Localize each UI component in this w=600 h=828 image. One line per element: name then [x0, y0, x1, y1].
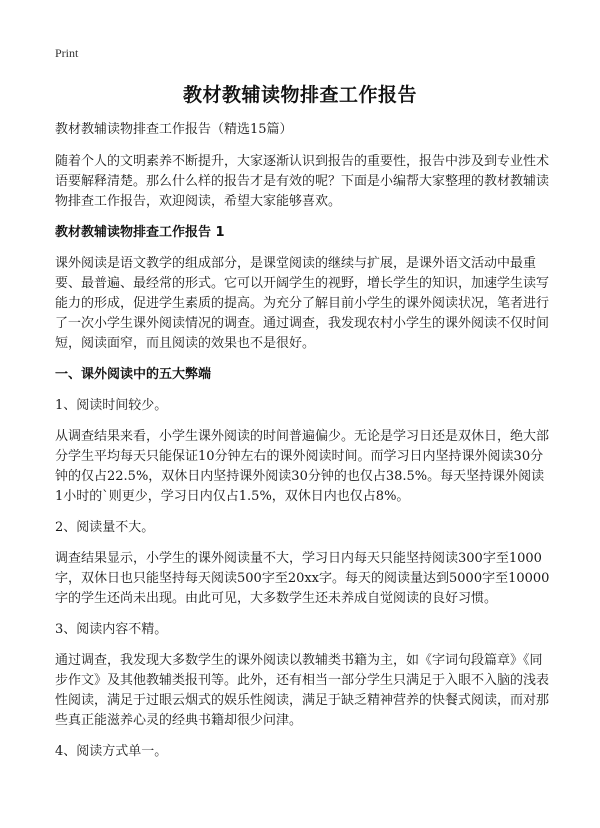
item-1-heading: 1、阅读时间较少。 — [55, 398, 168, 413]
document-body — [55, 120, 551, 773]
page-title: 教材教辅读物排查工作报告 — [182, 84, 417, 106]
item-1-paragraph: 从调查结果来看，小学生课外阅读的时间普遍偏少。无论是学习日还是双休日，绝大部分学生平均每天只能保证10分钟左右的课外阅读时间。而学习日内坚持课外阅读30分钟的仅占22.5%，双休日内坚持课外阅读30分钟的也仅占38.5%。每天坚持课外阅读1小时的`则更少，学习日内仅占1.5%，双休日内也仅占8%。 — [55, 429, 550, 504]
report-1-paragraph: 课外阅读是语文教学的组成部分，是课堂阅读的继续与扩展，是课外语文活动中最重要、最普遍、最经常的形式。它可以开阔学生的视野，增长学生的知识，加速学生读写能力的形成，促进学生素质的提高。为充分了解目前小学生的课外阅读状况，笔者进行了一次小学生课外阅读情况的调查。通过调查，我发现农村小学生的课外阅读不仅时间短，阅读面窄，而且阅读的效果也不是很好。 — [55, 256, 550, 351]
section-1-heading: 一、课外阅读中的五大弊端 — [55, 367, 212, 382]
report-1-heading: 教材教辅读物排查工作报告 1 — [55, 225, 225, 240]
item-4-heading: 4、阅读方式单一。 — [55, 744, 168, 759]
item-3-paragraph: 通过调查，我发现大多数学生的课外阅读以教辅类书籍为主，如《字词句段篇章》《同步作文》及其他教辅类报刊等。此外，还有相当一部分学生只满足于入眼不入脑的浅表性阅读，满足于过眼云烟式的娱乐性阅读，满足于缺乏精神营养的快餐式阅读，而对那些真正能滋养心灵的经典书籍却很少问津。 — [55, 653, 550, 728]
item-2-heading: 2、阅读量不大。 — [55, 520, 155, 535]
intro-paragraph: 随着个人的文明素养不断提升，大家逐渐认识到报告的重要性，报告中涉及到专业性术语要解释清楚。那么什么样的报告才是有效的呢？下面是小编帮大家整理的教材教辅读物排查工作报告，欢迎阅读，希望大家能够喜欢。 — [55, 154, 550, 209]
item-2-paragraph: 调查结果显示，小学生的课外阅读量不大，学习日内每天只能坚持阅读300字至1000字，双休日也只能坚持每天阅读500字至20xx字。每天的阅读量达到5000字至10000字的学生还尚未出现。由此可见，大多数学生还未养成自觉阅读的良好习惯。 — [55, 551, 550, 606]
document-subtitle: 教材教辅读物排查工作报告（精选15篇） — [55, 122, 293, 137]
print-link[interactable]: Print — [55, 46, 79, 60]
item-3-heading: 3、阅读内容不精。 — [55, 622, 168, 637]
